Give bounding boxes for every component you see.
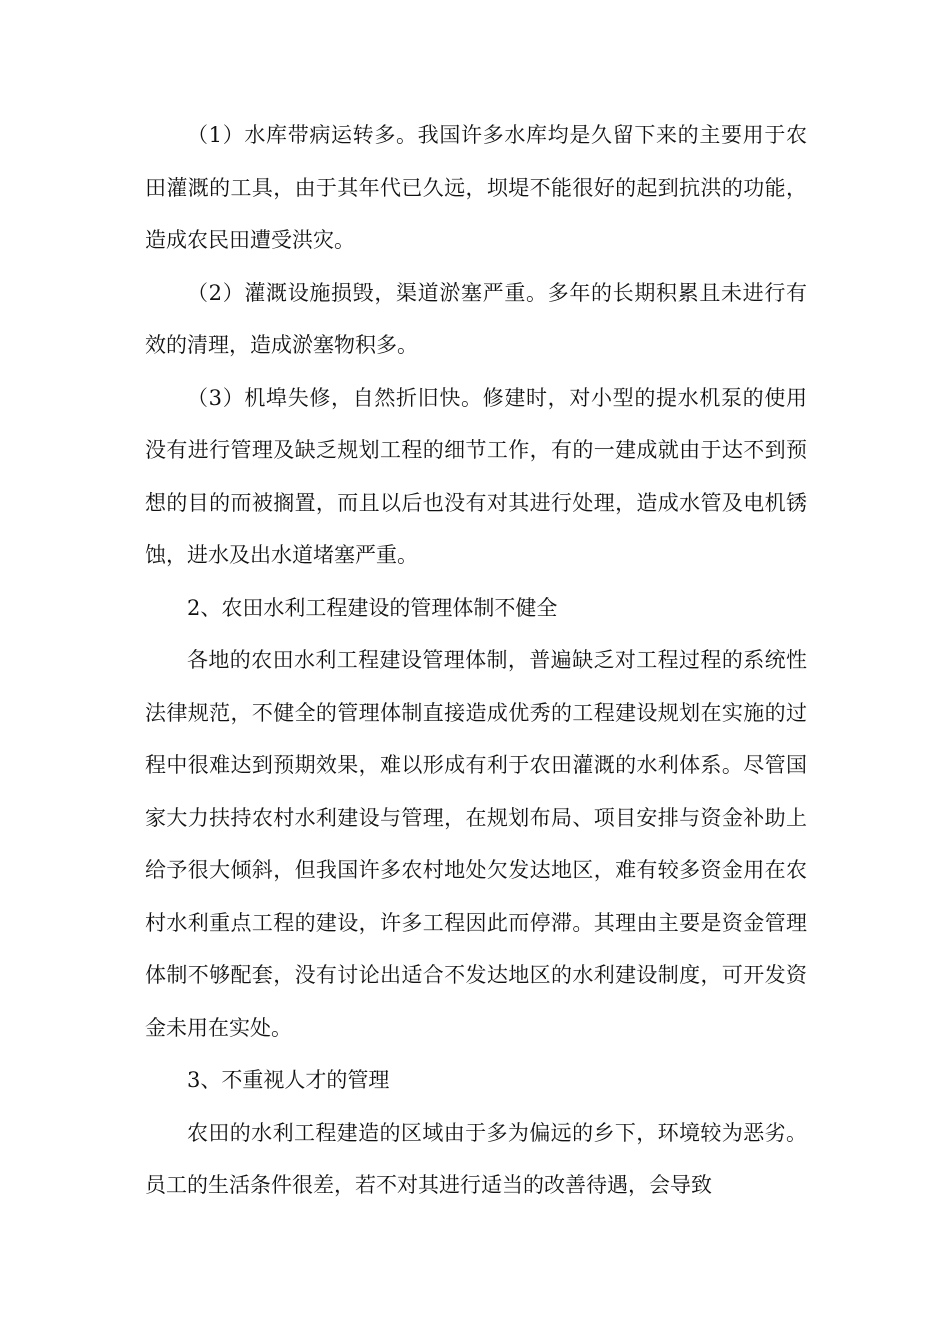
document-body [145, 109, 807, 1212]
paragraph-management-system: 各地的农田水利工程建设管理体制，普遍缺乏对工程过程的系统性法律规范，不健全的管理体制直接造成优秀的工程建设规划在实施的过程中很难达到预期效果，难以形成有利于农田灌溉的水利体系。尽管国家大力扶持农村水利建设与管理，在规划布局、项目安排与资金补助上给予很大倾斜，但我国许多农村地处欠发达地区，难有较多资金用在农村水利重点工程的建设，许多工程因此而停滞。其理由主要是资金管理体制不够配套，没有讨论出适合不发达地区的水利建设制度，可开发资金未用在实处。 [145, 648, 807, 1040]
paragraph-irrigation-damage: （2）灌溉设施损毁，渠道淤塞严重。多年的长期积累且未进行有效的清理，造成淤塞物积多。 [145, 280, 807, 357]
section-heading-talent-management: 3、不重视人才的管理 [187, 1068, 390, 1092]
paragraph-talent-management: 农田的水利工程建造的区域由于多为偏远的乡下，环境较为恶劣。员工的生活条件很差，若不对其进行适当的改善待遇，会导致 [145, 1120, 807, 1197]
paragraph-pump-disrepair: （3）机埠失修，自然折旧快。修建时，对小型的提水机泵的使用没有进行管理及缺乏规划工程的细节工作，有的一建成就由于达不到预想的目的而被搁置，而且以后也没有对其进行处理，造成水管及电机锈蚀，进水及出水道堵塞严重。 [145, 385, 807, 567]
paragraph-reservoir-disease: （1）水库带病运转多。我国许多水库均是久留下来的主要用于农田灌溉的工具，由于其年代已久远，坝堤不能很好的起到抗洪的功能，造成农民田遭受洪灾。 [145, 123, 807, 252]
section-heading-management-system: 2、农田水利工程建设的管理体制不健全 [187, 595, 558, 620]
